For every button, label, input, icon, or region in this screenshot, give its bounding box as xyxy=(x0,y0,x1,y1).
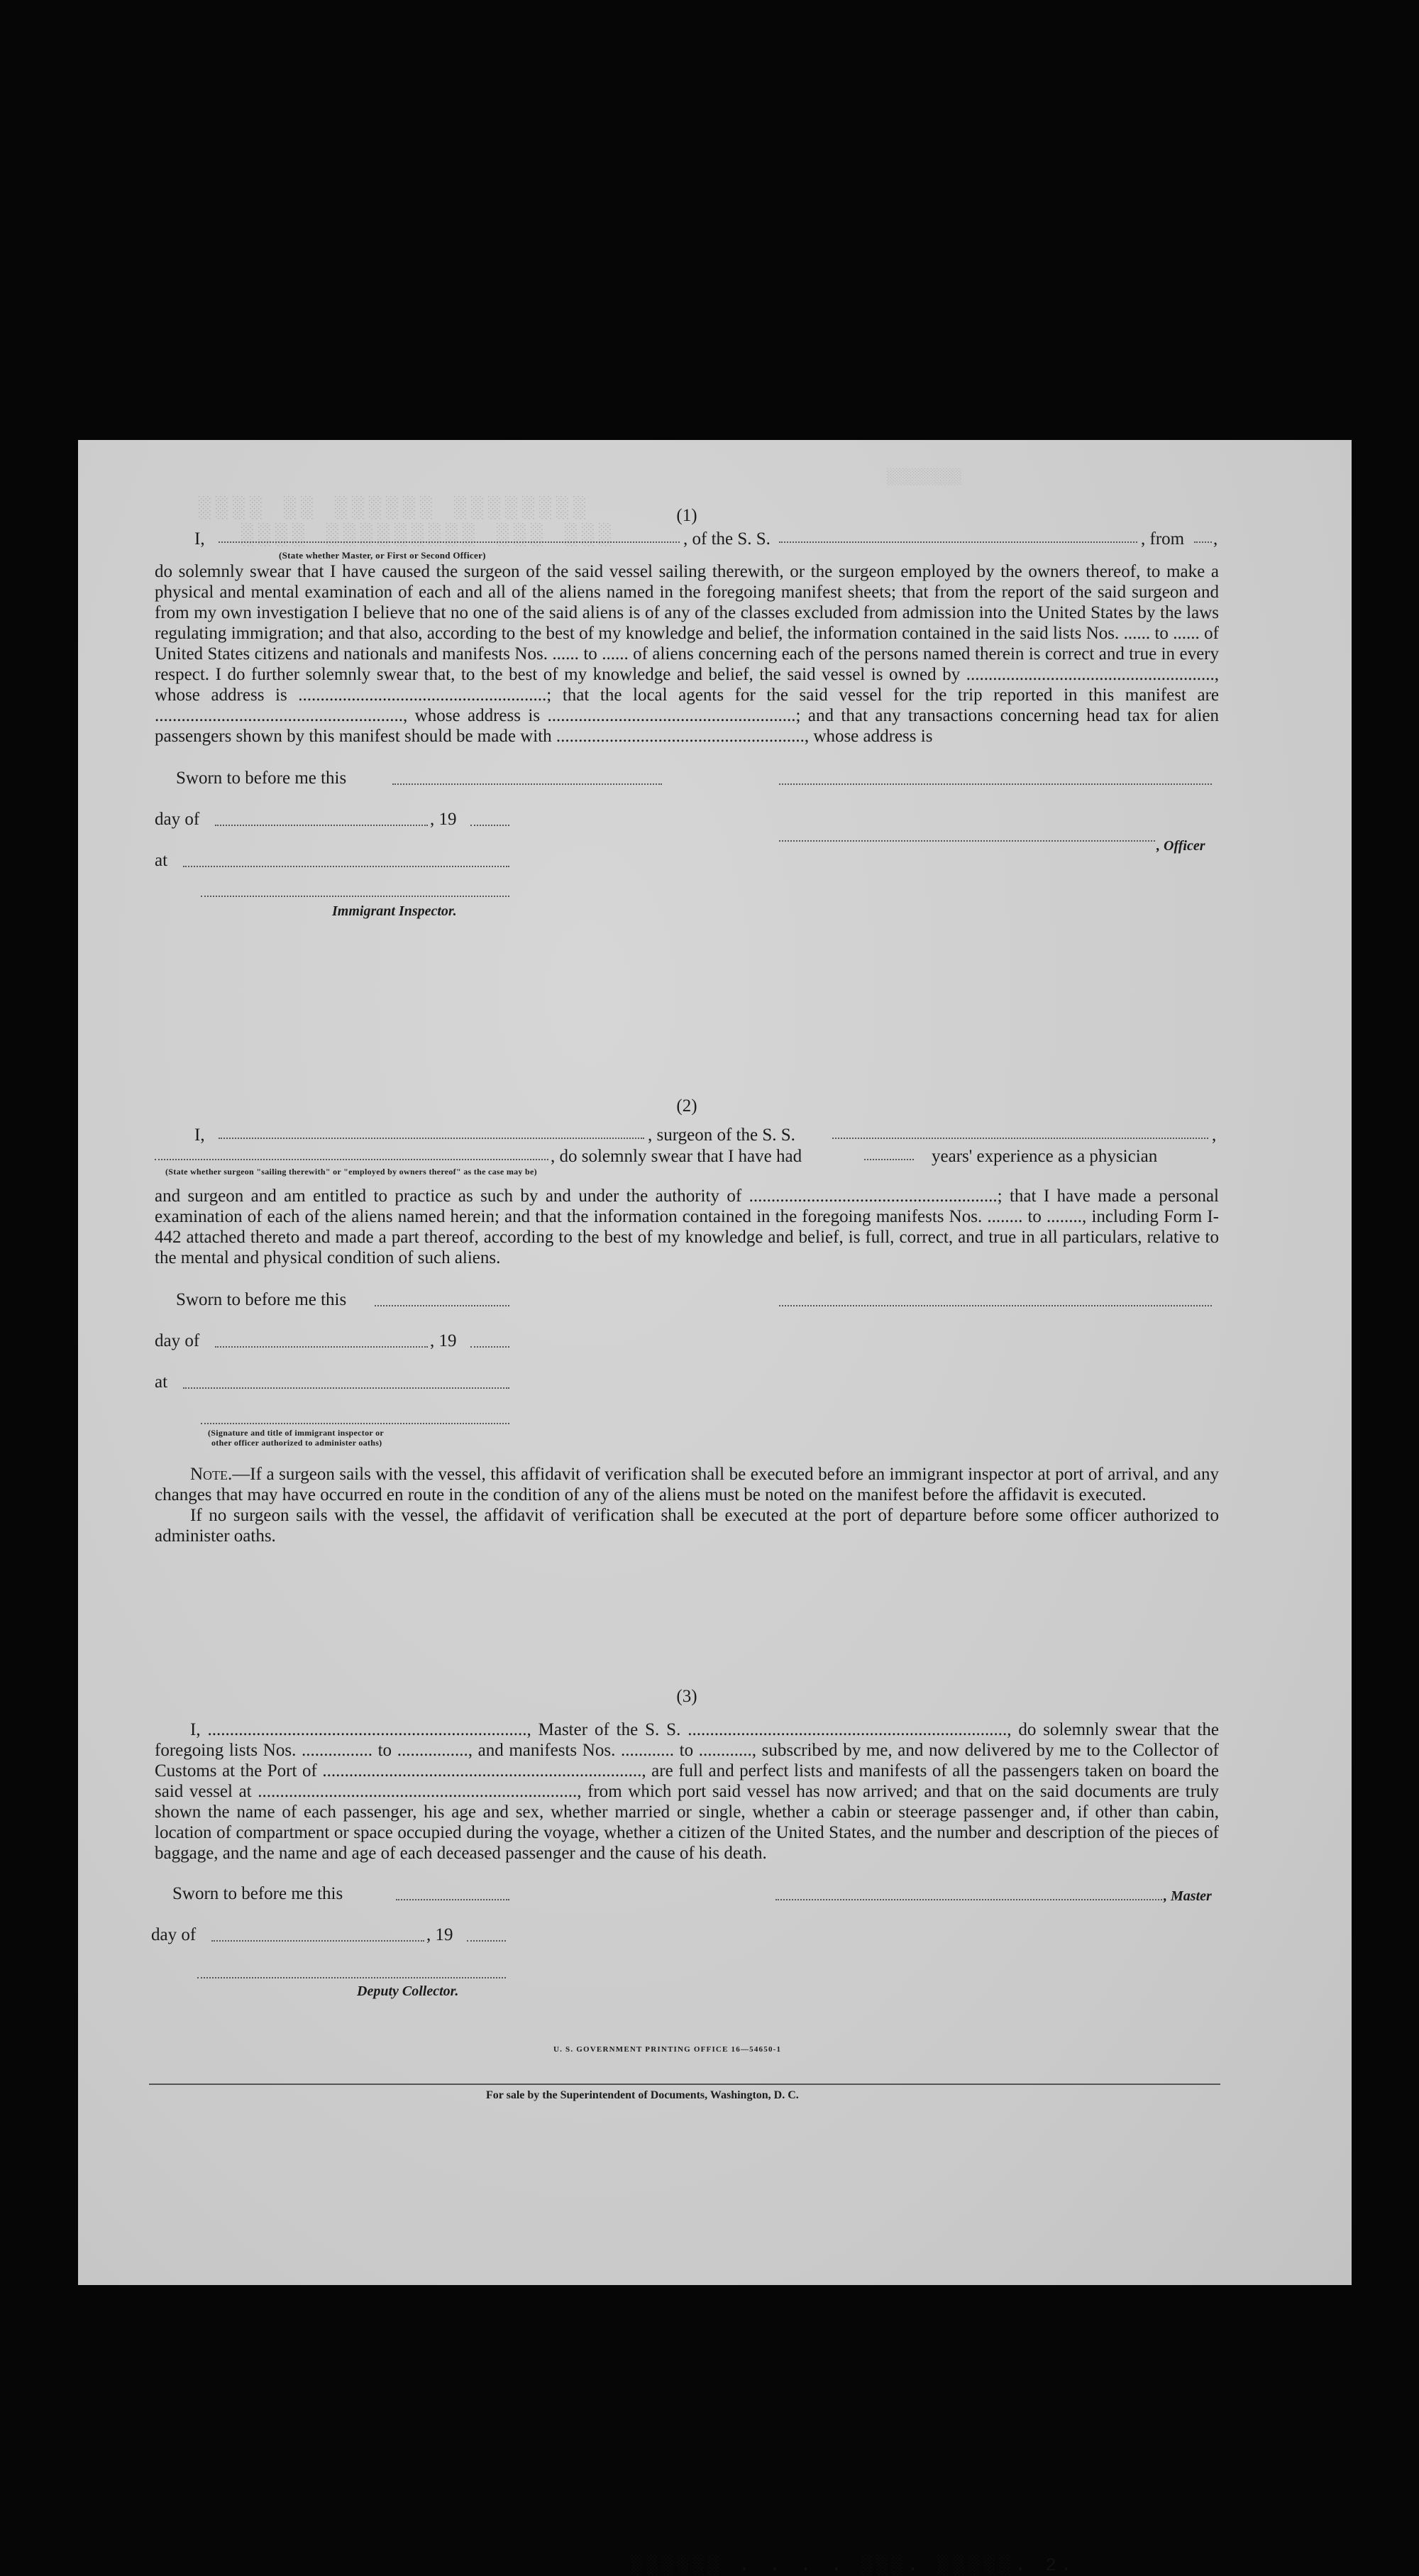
officer-label: , Officer xyxy=(1156,838,1205,854)
sworn-date-field[interactable] xyxy=(392,769,662,785)
surgeon-note: (State whether surgeon "sailing therewith" or "employed by owners thereof" as the case may be) xyxy=(165,1167,537,1177)
from-label: , from xyxy=(1141,529,1185,549)
at-place-field[interactable] xyxy=(183,852,509,867)
sworn-date-field[interactable] xyxy=(375,1291,509,1306)
at-label: at xyxy=(155,1372,168,1392)
year-prefix: , 19 xyxy=(430,810,457,829)
bleed-through-text: ░░░░░░ . . . . ░░░. ░░░░░. 2. xyxy=(631,2555,1076,2576)
day-month-field[interactable] xyxy=(215,1332,428,1348)
deputy-signature-field[interactable] xyxy=(197,1963,506,1978)
surgeon-signature-field[interactable] xyxy=(779,1291,1212,1306)
sig-note-line-2: other officer authorized to administer oaths) xyxy=(211,1438,382,1448)
at-place-field[interactable] xyxy=(183,1373,509,1389)
day-of-label: day of xyxy=(155,1331,200,1350)
year-field[interactable] xyxy=(470,810,509,826)
master-oath-body: I, ........................................................................, Master of the S. S. ........................................................................, do solemnly swear that the foregoing lists Nos. ................ to ................, and manifests Nos. ............ to ............, subscribed by me, and now delivered by me to the Collector of Customs at the Port of ........................................................................, are full and perfect lists and manifests of all the passengers taken on board the said vessel at ........................................................................, from which port said vessel has now arrived; and that on the said documents are truly shown the name of each passenger, his age and sex, whether married or single, whether a cabin or steerage passenger and, if other than cabin, location of compartment or space occupied during the voyage, whether a citizen of the United States, and the number and description of the pieces of baggage, and the name and age of each deceased passenger and the cause of his death. xyxy=(155,1720,1219,1863)
officer-note: (State whether Master, or First or Second Officer) xyxy=(279,550,486,561)
line-end-comma: , xyxy=(1213,529,1218,549)
surgeon-name-field[interactable] xyxy=(219,1130,644,1139)
surgeon-line xyxy=(155,1125,1219,1146)
bleed-through-text: ░░░░ ░░░░░░░░░ ░░░ ░░░ xyxy=(241,524,617,548)
surgeon-of-ss-label: , surgeon of the S. S. xyxy=(648,1125,795,1145)
footer-rule xyxy=(149,2084,1220,2085)
surgeon-oath-body: and surgeon and am entitled to practice as such by and under the authority of ........................................................; that I have made a personal examination of each of the aliens named herein; and that the information contained in the foregoing manifests Nos. ........ to ........, including Form I-442 attached thereto and made a part thereof, according to the best of my knowledge and belief, is full, correct, and true in all particulars, relative to the mental and physical condition of such aliens. xyxy=(155,1187,1219,1267)
years-experience-label: years' experience as a physician xyxy=(932,1147,1158,1166)
master-line xyxy=(155,529,1219,550)
surgeon-status-field[interactable] xyxy=(155,1152,548,1160)
vessel-name-field[interactable] xyxy=(779,534,1137,543)
swear-label: , do solemnly swear that I have had xyxy=(551,1147,802,1166)
section1-signature-block xyxy=(155,761,1219,1030)
affidavit-section-2 xyxy=(155,1096,1219,1546)
faint-stamp: ░░░░░░░░ xyxy=(887,468,962,486)
year-field[interactable] xyxy=(470,1332,509,1348)
sworn-date-field[interactable] xyxy=(396,1885,509,1900)
section-number: (1) xyxy=(676,506,697,525)
section2-signature-block xyxy=(155,1282,1219,1495)
swear-line xyxy=(155,1146,1219,1166)
day-of-label: day of xyxy=(151,1925,197,1944)
note-text-1: —If a surgeon sails with the vessel, this affidavit of verification shall be executed before an immigrant inspector at port of arrival, and any changes that may have occurred en route in the condition of any of the aliens must be noted on the manifest before the affidavit is executed. xyxy=(155,1465,1219,1504)
day-of-label: day of xyxy=(155,810,200,829)
deputy-label: Deputy Collector. xyxy=(357,1983,459,1999)
section-number: (3) xyxy=(676,1687,697,1706)
note-paragraph-2: If no surgeon sails with the vessel, the affidavit of verification shall be executed at the port of departure before some officer authorized to administer oaths. xyxy=(155,1506,1219,1546)
affidavit-section-3 xyxy=(151,1686,1219,2021)
i-label: I, xyxy=(194,1125,205,1145)
sig-note-line-1: (Signature and title of immigrant inspector or xyxy=(208,1428,385,1438)
affidavit-section-1 xyxy=(155,505,1219,1030)
master-signature-field[interactable] xyxy=(775,1885,1162,1900)
oath-body: do solemnly swear that I have caused the surgeon of the said vessel sailing therewith, or the surgeon employed by the owners thereof, to make a physical and mental examination of each and all of the aliens named in the foregoing manifest sheets; that from the report of the said surgeon and from my own investigation I believe that no one of the said aliens is of any of the classes excluded from admission into the United States by the laws regulating immigration; and that also, according to the best of my knowledge and belief, the information contained in the said lists Nos. ...... to ...... of United States citizens and nationals and manifests Nos. ...... to ...... of aliens concerning each of the persons named therein is correct and true in every respect. I do further solemnly swear that, to the best of my knowledge and belief, the said vessel is owned by ........................................................, whose address is ........................................................; that the local agents for the said vessel for the trip reported in this manifest are ........................................................, whose address is ........................................................; and that any transactions concerning head tax for alien passengers shown by this manifest should be made with ........................................................, whose address is xyxy=(155,562,1219,746)
officer-name-field[interactable] xyxy=(219,534,680,543)
line-end-comma: , xyxy=(1212,1125,1217,1145)
officer-signature-field[interactable] xyxy=(779,826,1155,842)
sworn-label: Sworn to before me this xyxy=(172,1884,343,1903)
bleed-through-text: ░░░░ ░░ ░░░░░░ ░░░░░░░░ xyxy=(199,497,591,521)
i-label: I, xyxy=(194,529,205,549)
inspector-signature-field[interactable] xyxy=(201,881,509,897)
section-number: (2) xyxy=(676,1096,697,1116)
printing-office-line: U. S. GOVERNMENT PRINTING OFFICE 16—54650-1 xyxy=(553,2045,782,2054)
for-sale-note: For sale by the Superintendent of Documents, Washington, D. C. xyxy=(486,2089,799,2101)
at-label: at xyxy=(155,851,168,870)
of-ss-label: , of the S. S. xyxy=(683,529,771,549)
year-prefix: , 19 xyxy=(426,1925,453,1944)
upper-signature-field[interactable] xyxy=(779,769,1212,785)
inspector-signature-field[interactable] xyxy=(201,1409,509,1424)
note-label: Note. xyxy=(190,1465,233,1484)
year-field[interactable] xyxy=(467,1926,506,1942)
inspector-label: Immigrant Inspector. xyxy=(332,903,457,919)
years-field[interactable] xyxy=(864,1152,914,1160)
sworn-label: Sworn to before me this xyxy=(176,1290,347,1309)
day-month-field[interactable] xyxy=(215,810,428,826)
section3-signature-block xyxy=(151,1879,1219,2021)
year-prefix: , 19 xyxy=(430,1331,457,1350)
day-month-field[interactable] xyxy=(211,1926,424,1942)
sworn-label: Sworn to before me this xyxy=(176,769,347,788)
master-label: , Master xyxy=(1164,1888,1212,1904)
from-port-field[interactable] xyxy=(1194,534,1212,543)
vessel-name-field[interactable] xyxy=(832,1130,1208,1139)
